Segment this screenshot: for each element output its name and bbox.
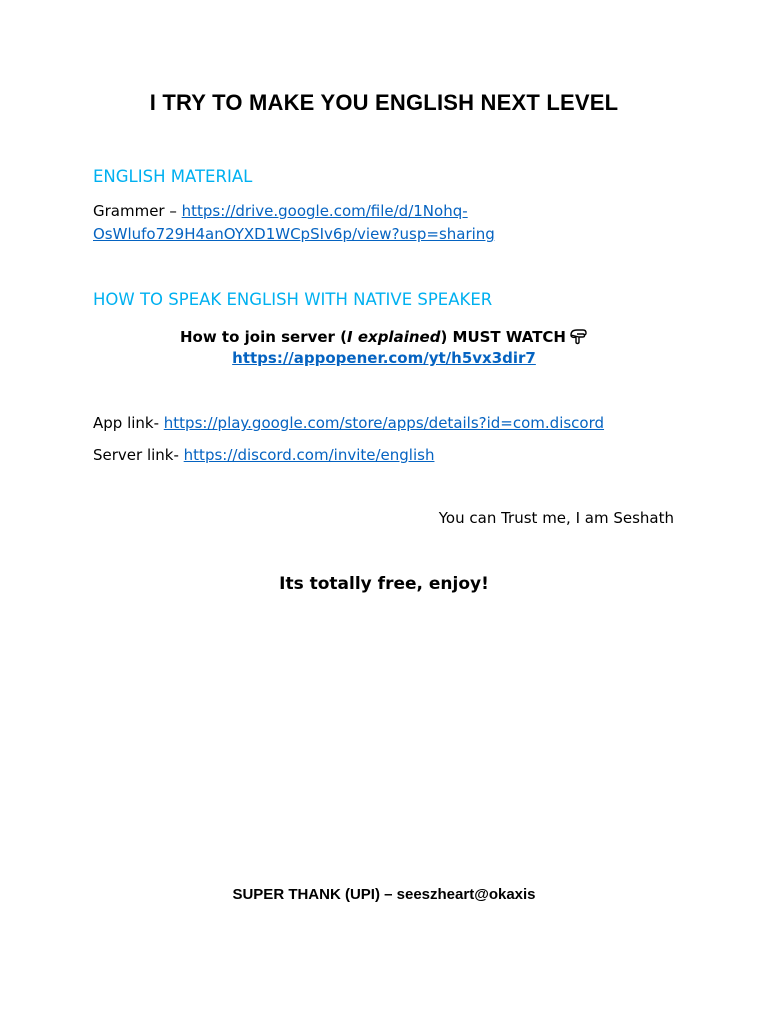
server-link[interactable]: https://discord.com/invite/english [183, 446, 435, 464]
app-link[interactable]: https://play.google.com/store/apps/details?id=com.discord [163, 414, 605, 432]
join-suffix: ) MUST WATCH [440, 328, 566, 346]
thanks-text: SUPER THANK (UPI) – seeszheart@okaxis [232, 886, 536, 903]
video-link[interactable]: https://appopener.com/yt/h5vx3dir7 [232, 349, 536, 367]
native-speaker-heading: HOW TO SPEAK ENGLISH WITH NATIVE SPEAKER [93, 290, 493, 309]
join-prefix: How to join server ( [179, 328, 348, 346]
app-link-line [93, 412, 604, 435]
join-server-line [0, 327, 768, 346]
page-title: I TRY TO MAKE YOU ENGLISH NEXT LEVEL [149, 90, 619, 115]
grammar-link-part2: OsWlufo729H4anOYXD1WCpSIv6p/view?usp=sharing [93, 225, 495, 243]
grammar-link-part1: https://drive.google.com/file/d/1Nohq- [181, 202, 468, 220]
app-link-label: App link- [93, 414, 164, 432]
grammar-line [93, 200, 495, 246]
grammar-label: Grammer – [93, 202, 182, 220]
join-italic: I explained [347, 328, 441, 346]
pointing-down-hand-icon [568, 327, 588, 345]
trust-text: You can Trust me, I am Seshath [438, 509, 674, 527]
free-text: Its totally free, enjoy! [279, 574, 489, 594]
server-link-line [93, 444, 434, 467]
english-material-heading: ENGLISH MATERIAL [93, 167, 253, 186]
server-link-label: Server link- [93, 446, 184, 464]
video-link-line [0, 349, 768, 367]
